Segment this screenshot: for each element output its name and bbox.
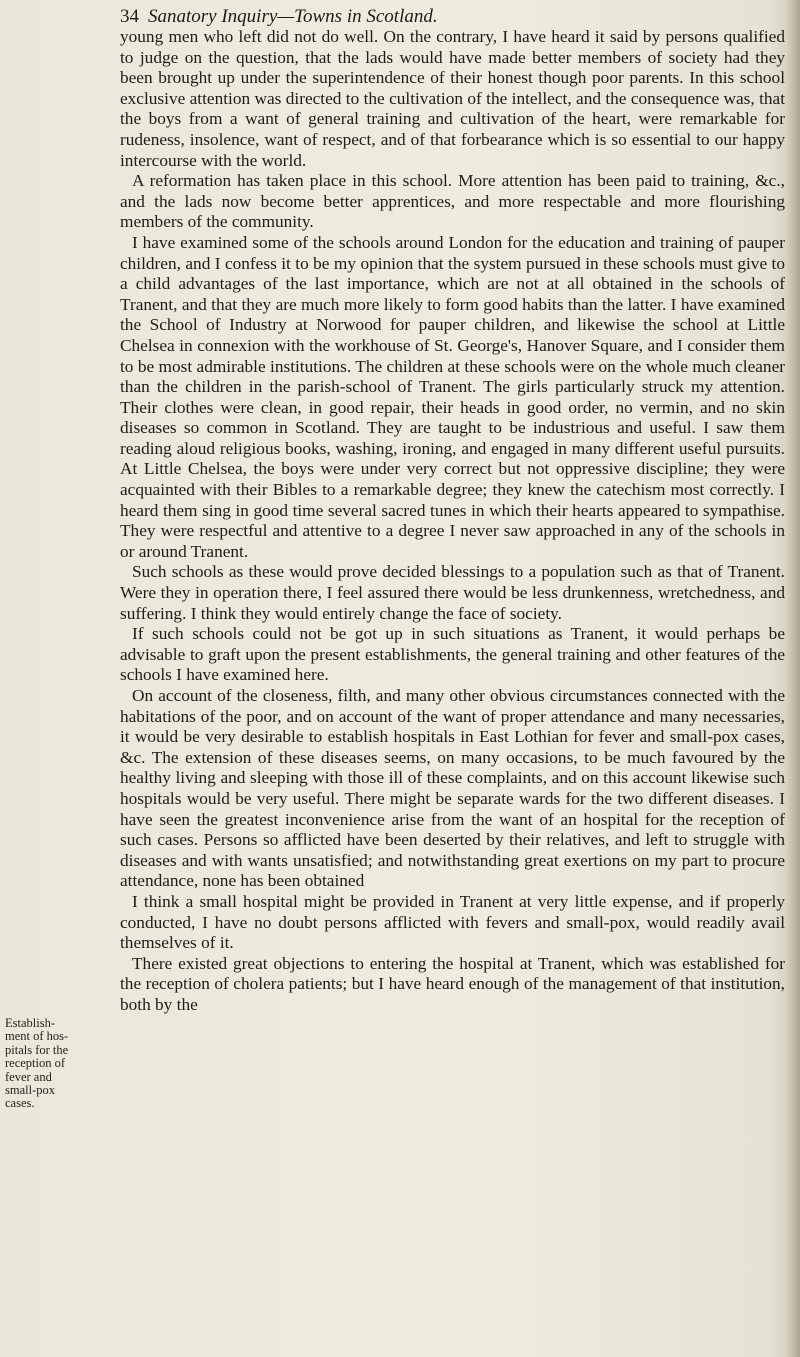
paragraph: There existed great objections to entering the hospital at Tranent, which was established for the reception of cholera patients; but I have heard enough of the management of that institution, both by the (120, 953, 785, 1014)
margin-note: Establish- ment of hos- pitals for the reception of fever and small-pox cases. (5, 1016, 69, 1111)
paragraph: young men who left did not do well. On the contrary, I have heard it said by persons qualified to judge on the question, that the lads would have made better members of society had they been brought up under the superintendence of their honest though poor parents. In this school exclusive attention was directed to the cultivation of the intellect, and the consequence was, that the boys from a want of general training and cultivation of the heart, were remarkable for rudeness, insolence, want of respect, and of that forbearance which is so essential to our happy intercourse with the world. (120, 27, 785, 170)
running-title: Sanatory Inquiry—Towns in Scotland. (148, 6, 438, 27)
paragraph: On account of the closeness, filth, and many other obvious circumstances connected with the habitations of the poor, and on account of the want of proper attendance and many necessaries, it would be very desirable to establish hospitals in East Lothian for fever and small-pox cases, &c. The extension of these diseases seems, on many occasions, to be much favoured by the healthy living and sleeping with those ill of these complaints, and on this account likewise such hospitals would be very useful. There might be separate wards for the two different diseases. I have seen the greatest inconvenience arise from the want of an hospital for the reception of such cases. Persons so afflicted have been deserted by their relatives, and left to struggle with diseases and with wants unsatisfied; and notwithstanding great exertions on my part to procure attendance, none has been obtained (120, 686, 785, 891)
paragraph: Such schools as these would prove decided blessings to a population such as that of Tranent. Were they in operation there, I feel assured there would be less drunkenness, wretchedness, and suffering. I think they would entirely change the face of society. (120, 562, 785, 623)
page-edge-shadow (786, 0, 800, 1357)
paragraph: If such schools could not be got up in such situations as Tranent, it would perhaps be advisable to graft upon the present establishments, the general training and other features of the schools I have examined here. (120, 624, 785, 685)
page-number: 34 (120, 6, 139, 27)
paragraph: I have examined some of the schools around London for the education and training of pauper children, and I confess it to be my opinion that the system pursued in these schools must give to a child advantages of the last importance, which are not at all obtained in the schools of Tranent, and that they are much more likely to form good habits than the latter. I have examined the School of Industry at Norwood for pauper children, and likewise the school at Little Chelsea in connexion with the workhouse of St. George's, Hanover Square, and I consider them to be most admirable institutions. The children at these schools were on the whole much cleaner than the children in the parish-school of Tranent. The girls particularly struck my attention. Their clothes were clean, in good repair, their heads in good order, no vermin, and no skin diseases so common in Scotland. They are taught to be industrious and useful. I saw them reading aloud religious books, washing, ironing, and engaged in many different useful pursuits. At Little Chelsea, the boys were under very correct but not oppressive discipline; they were acquainted with their Bibles to a remarkable degree; they knew the catechism most correctly. I heard them sing in good time several sacred tunes in which their hearts appeared to sympathise. They were respectful and attentive to a degree I never saw approached in any of the schools in or around Tranent. (120, 232, 785, 561)
paragraph: A reformation has taken place in this school. More attention has been paid to training, &c., and the lads now become better apprentices, and more respectable and more flourishing members of the community. (120, 171, 785, 232)
paragraph: I think a small hospital might be provided in Tranent at very little expense, and if properly conducted, I have no doubt persons afflicted with fevers and small-pox, would readily avail themselves of it. (120, 891, 785, 953)
body-text (120, 27, 785, 1016)
